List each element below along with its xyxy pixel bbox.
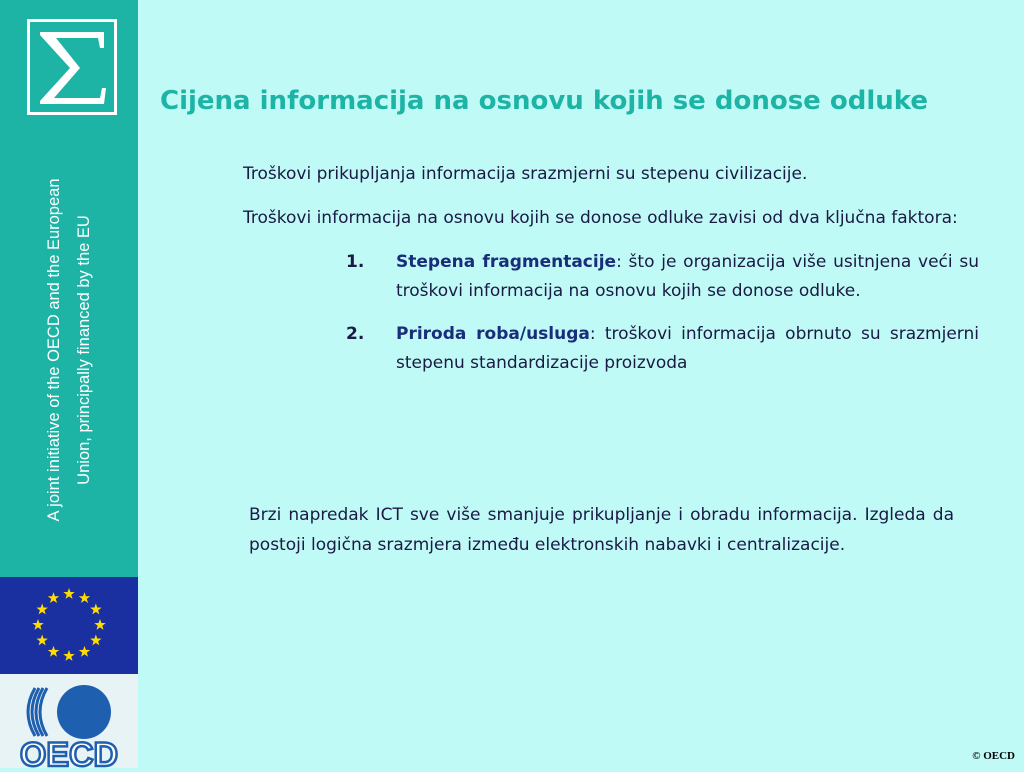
list-item [243,248,979,306]
eu-star-icon [90,635,101,646]
paragraph-2: Troškovi informacija na osnovu kojih se donose odluke zavisi od dva ključna faktora: [243,208,958,228]
slide-title: Cijena informacija na osnovu kojih se donose odluke [160,86,928,116]
eu-stars-icon [0,577,138,674]
eu-flag [0,577,138,674]
oecd-logo-text: OECD [19,736,119,768]
copyright-notice: © OECD [972,750,1015,762]
sigma-logo [27,19,117,115]
sidebar-line-1: A joint initiative of the OECD and the European [45,178,63,522]
list-item-number: 1. [346,252,365,272]
list-item-text: što je organizacija više usitnjena veći su troškovi informacija na osnovu kojih se donose odluke. [396,252,980,301]
list-item-term: Priroda roba/usluga [396,324,590,344]
eu-star-icon [79,592,90,603]
oecd-logo-icon [0,674,138,768]
eu-star-icon [79,646,90,657]
eu-star-icon [36,635,47,646]
eu-star-icon [36,604,47,615]
oecd-logo [0,674,138,768]
eu-star-icon [90,604,101,615]
eu-star-icon [63,588,74,599]
sidebar-vertical-text [3,135,135,565]
eu-star-icon [48,592,59,603]
list-item [243,320,979,378]
sigma-icon [30,22,114,112]
eu-star-icon [32,619,43,630]
list-item-number: 2. [346,324,365,344]
eu-star-icon [48,646,59,657]
eu-star-icon [94,619,105,630]
paragraph-1: Troškovi prikupljanja informacija srazmjerni su stepenu civilizacije. [243,164,808,184]
list-item-separator: : [589,324,596,344]
sidebar-line-2: Union, principally financed by the EU [75,215,93,485]
sidebar [0,0,138,768]
list-item-term: Stepena fragmentacije [396,252,617,272]
list-item-separator: : [616,252,622,272]
list-item-text: troškovi informacija obrnuto su srazmjerni stepenu standardizacije proizvoda [396,324,979,373]
slide-body [243,160,979,392]
factor-list [243,248,979,378]
ict-paragraph: Brzi napredak ICT sve više smanjuje prikupljanje i obradu informacija. Izgleda da postoji logična srazmjera između elektronskih nabavki i centralizacije. [249,505,954,555]
eu-star-icon [63,650,74,661]
